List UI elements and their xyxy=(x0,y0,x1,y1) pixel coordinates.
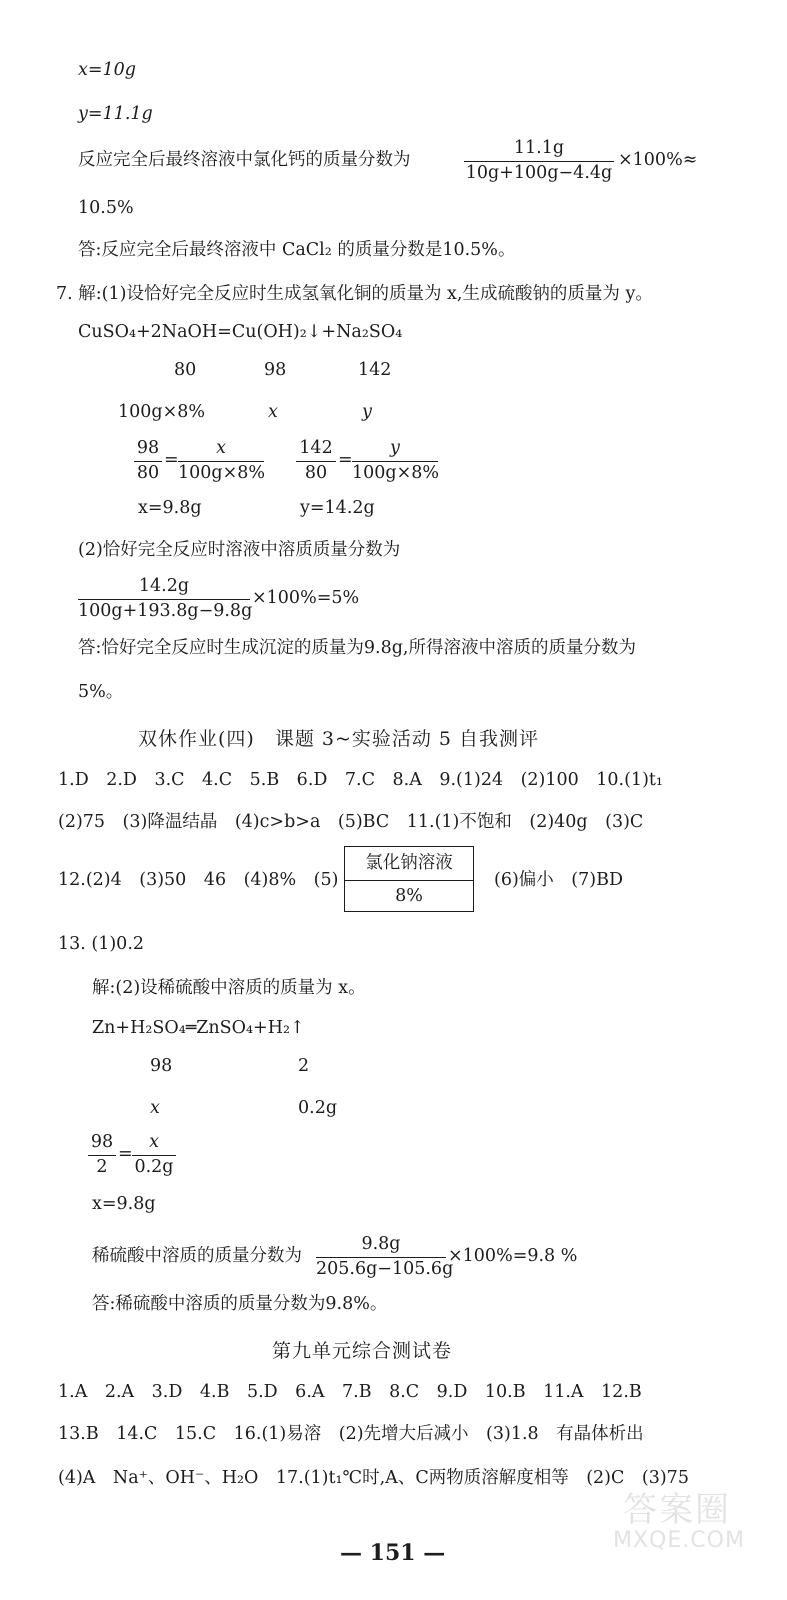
label-box xyxy=(344,846,474,912)
q13-pct-tail: ×100%=9.8 % xyxy=(448,1246,578,1266)
section4-line2: (2)75 (3)降温结晶 (4)c>b>a (5)BC 11.(1)不饱和 (2)40g (3)C xyxy=(58,812,644,832)
q13-x-result: x=9.8g xyxy=(92,1194,156,1214)
q13-mass-98: 98 xyxy=(150,1056,173,1076)
q13-intro: 解:(2)设稀硫酸中溶质的质量为 x。 xyxy=(92,978,366,998)
unit9-line1: 1.A 2.A 3.D 4.B 5.D 6.A 7.B 8.C 9.D 10.B 11.A 12.B xyxy=(58,1382,642,1402)
fraction-numerator: 14.2g xyxy=(78,578,250,600)
watermark-cn: 答案圈 xyxy=(623,1490,731,1530)
fraction-numerator: x xyxy=(178,440,264,462)
q7-part2-fraction xyxy=(78,576,253,621)
q13-equation: Zn+H₂SO₄═ZnSO₄+H₂↑ xyxy=(92,1018,305,1038)
q13-part1: 13. (1)0.2 xyxy=(58,934,145,954)
q7-y-result: y=14.2g xyxy=(300,498,375,518)
fraction-denominator: 80 xyxy=(136,462,160,483)
cacl2-result: 10.5% xyxy=(78,198,134,218)
q7-part2-tail: ×100%=5% xyxy=(252,588,360,608)
q13-pct-fraction xyxy=(316,1234,454,1279)
watermark-logo xyxy=(603,1482,773,1560)
q7-x-result: x=9.8g xyxy=(138,498,202,518)
q13-answer: 答:稀硫酸中溶质的质量分数为9.8%。 xyxy=(92,1294,388,1314)
y-result-line: y=11.1g xyxy=(78,104,153,124)
fraction-numerator: 98 xyxy=(88,1134,116,1156)
cacl2-fraction-text: 反应完全后最终溶液中氯化钙的质量分数为 xyxy=(78,150,411,170)
q13-pct-text: 稀硫酸中溶质的质量分数为 xyxy=(92,1246,302,1266)
q7-fraction-98-80 xyxy=(134,440,162,482)
q7-fraction-142-80 xyxy=(296,440,336,482)
q7-value-100g: 100g×8% xyxy=(118,402,206,422)
equals-sign: = xyxy=(338,450,353,470)
q13-fraction-98-2 xyxy=(88,1134,116,1176)
q13-value-02g: 0.2g xyxy=(298,1098,338,1118)
cacl2-fraction-numerator: 11.1g xyxy=(464,140,614,162)
fraction-numerator: 9.8g xyxy=(316,1236,446,1258)
unit9-line3: (4)A Na⁺、OH⁻、H₂O 17.(1)t₁℃时,A、C两物质溶解度相等 (2)C (3)75 xyxy=(58,1468,689,1488)
q7-answer-line1: 答:恰好完全反应时生成沉淀的质量为9.8g,所得溶液中溶质的质量分数为 xyxy=(78,638,636,658)
fraction-denominator: 80 xyxy=(304,462,328,483)
fraction-denominator: 0.2g xyxy=(134,1156,174,1177)
cacl2-fraction-tail: ×100%≈ xyxy=(618,150,698,170)
equals-sign: = xyxy=(164,450,179,470)
q7-fraction-y xyxy=(352,440,438,482)
unit9-title: 第九单元综合测试卷 xyxy=(272,1340,453,1362)
q13-fraction-x xyxy=(132,1134,176,1176)
fraction-numerator: x xyxy=(132,1134,176,1156)
equals-sign: = xyxy=(118,1144,133,1164)
q13-mass-2: 2 xyxy=(298,1056,310,1076)
section4-title: 双休作业(四) 课题 3~实验活动 5 自我测评 xyxy=(138,728,540,750)
fraction-numerator: y xyxy=(352,440,438,462)
q7-part2: (2)恰好完全反应时溶液中溶质质量分数为 xyxy=(78,540,401,560)
q7-intro: 7. 解:(1)设恰好完全反应时生成氢氧化铜的质量为 x,生成硫酸钠的质量为 y。 xyxy=(56,284,653,304)
label-box-percent: 8% xyxy=(395,886,423,906)
q13-value-x: x xyxy=(150,1098,160,1118)
fraction-denominator: 100g×8% xyxy=(178,462,266,483)
section4-line3-post: (6)偏小 (7)BD xyxy=(494,870,623,890)
q7-mass-142: 142 xyxy=(358,360,392,380)
q7-answer-line2: 5%。 xyxy=(78,682,124,702)
unit9-line2: 13.B 14.C 15.C 16.(1)易溶 (2)先增大后减小 (3)1.8 有晶体析出 xyxy=(58,1424,644,1444)
fraction-denominator: 100g×8% xyxy=(352,462,440,483)
section4-line1: 1.D 2.D 3.C 4.C 5.B 6.D 7.C 8.A 9.(1)24 (2)100 10.(1)t₁ xyxy=(58,770,663,790)
fraction-denominator: 2 xyxy=(96,1156,108,1177)
cacl2-answer: 答:反应完全后最终溶液中 CaCl₂ 的质量分数是10.5%。 xyxy=(78,240,516,260)
section4-line3-pre: 12.(2)4 (3)50 46 (4)8% (5) xyxy=(58,870,339,890)
cacl2-fraction-denominator: 10g+100g−4.4g xyxy=(465,162,613,183)
x-result-line: x=10g xyxy=(78,60,137,80)
watermark-en: MXQE.COM xyxy=(613,1528,745,1553)
page-number: — 151 — xyxy=(340,1540,446,1566)
fraction-numerator: 142 xyxy=(296,440,336,462)
label-box-name: 氯化钠溶液 xyxy=(345,847,473,881)
q7-value-y: y xyxy=(362,402,372,422)
q7-value-x: x xyxy=(268,402,278,422)
q7-mass-80: 80 xyxy=(174,360,197,380)
q7-mass-98: 98 xyxy=(264,360,287,380)
cacl2-fraction xyxy=(464,140,614,182)
fraction-numerator: 98 xyxy=(134,440,162,462)
fraction-denominator: 205.6g−105.6g xyxy=(316,1258,454,1279)
q7-equation: CuSO₄+2NaOH=Cu(OH)₂↓+Na₂SO₄ xyxy=(78,322,403,342)
q7-fraction-x xyxy=(178,440,264,482)
fraction-denominator: 100g+193.8g−9.8g xyxy=(78,600,253,621)
